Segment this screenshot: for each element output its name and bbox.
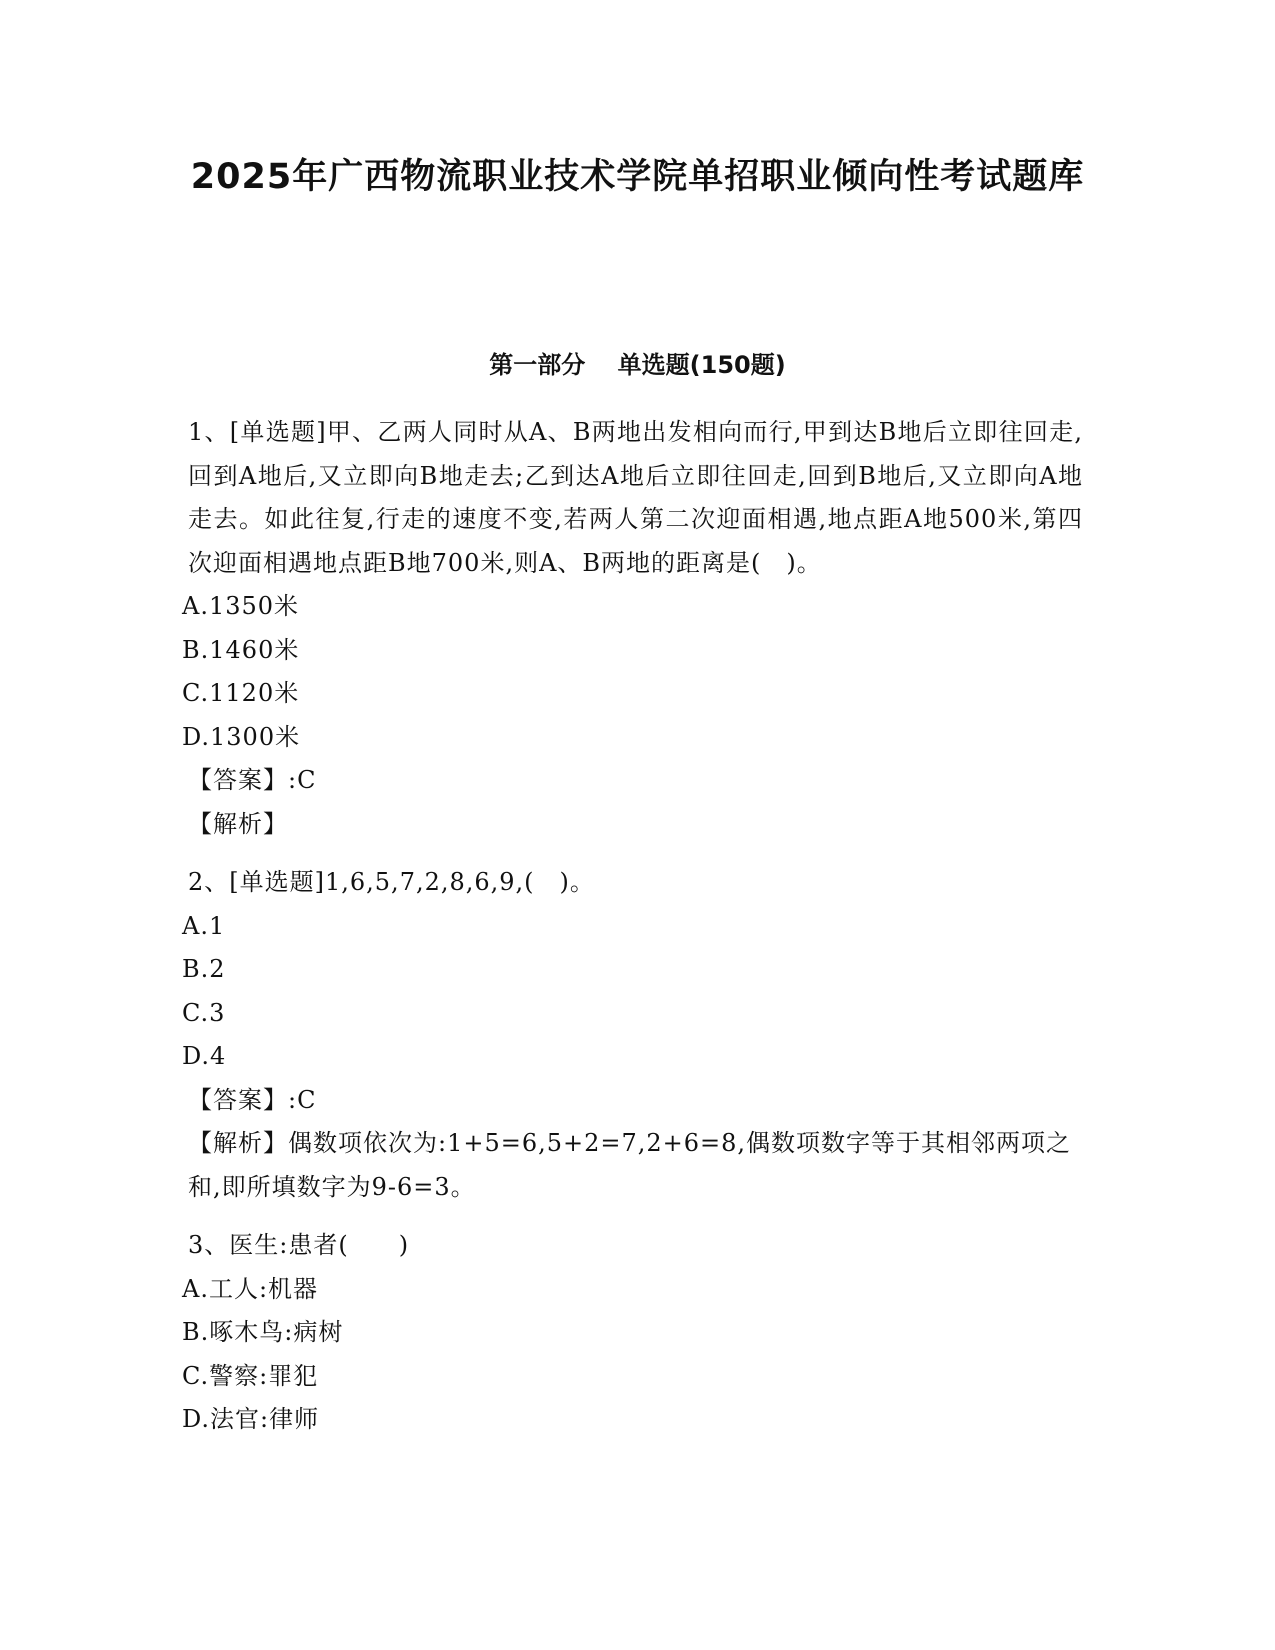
question-stem: 3、医生:患者( ) [188,1231,410,1259]
section-heading: 第一部分 单选题(150题) [489,351,786,379]
question-stem: 1、[单选题]甲、乙两人同时从A、B两地出发相向而行,甲到达B地后立即往回走,回到A地后,又立即向B地走去;乙到达A地后立即往回走,回到B地后,又立即向A地走去。如此往复,行走的速度不变,若两人第二次迎面相遇,地点距A地500米,第四次迎面相遇地点距B地700米,则A、B两地的距离是( )。 [188,418,1083,577]
option-c: C.1120米 [182,679,300,707]
analysis-line: 【解析】偶数项依次为:1+5=6,5+2=7,2+6=8,偶数项数字等于其相邻两项之和,即所填数字为9-6=3。 [188,1129,1072,1201]
analysis-line: 【解析】 [188,809,288,838]
option-a: A.1350米 [182,592,300,620]
option-d: D.法官:律师 [182,1405,320,1433]
answer-line: 【答案】:C [188,766,317,794]
question-list [182,411,1083,1442]
option-c: C.3 [182,998,226,1027]
option-d: D.1300米 [182,722,301,751]
question-1 [182,411,1083,846]
option-b: B.1460米 [182,635,300,664]
option-a: A.工人:机器 [182,1274,319,1303]
question-2 [182,861,1083,1209]
question-3 [182,1224,1083,1442]
option-a: A.1 [182,911,226,940]
option-b: B.2 [182,955,226,983]
option-c: C.警察:罪犯 [182,1361,319,1390]
document-title: 2025年广西物流职业技术学院单招职业倾向性考试题库 [190,157,1085,197]
answer-line: 【答案】:C [188,1085,317,1114]
question-stem: 2、[单选题]1,6,5,7,2,8,6,9,( )。 [188,868,595,896]
option-b: B.啄木鸟:病树 [182,1318,344,1346]
option-d: D.4 [182,1042,227,1070]
